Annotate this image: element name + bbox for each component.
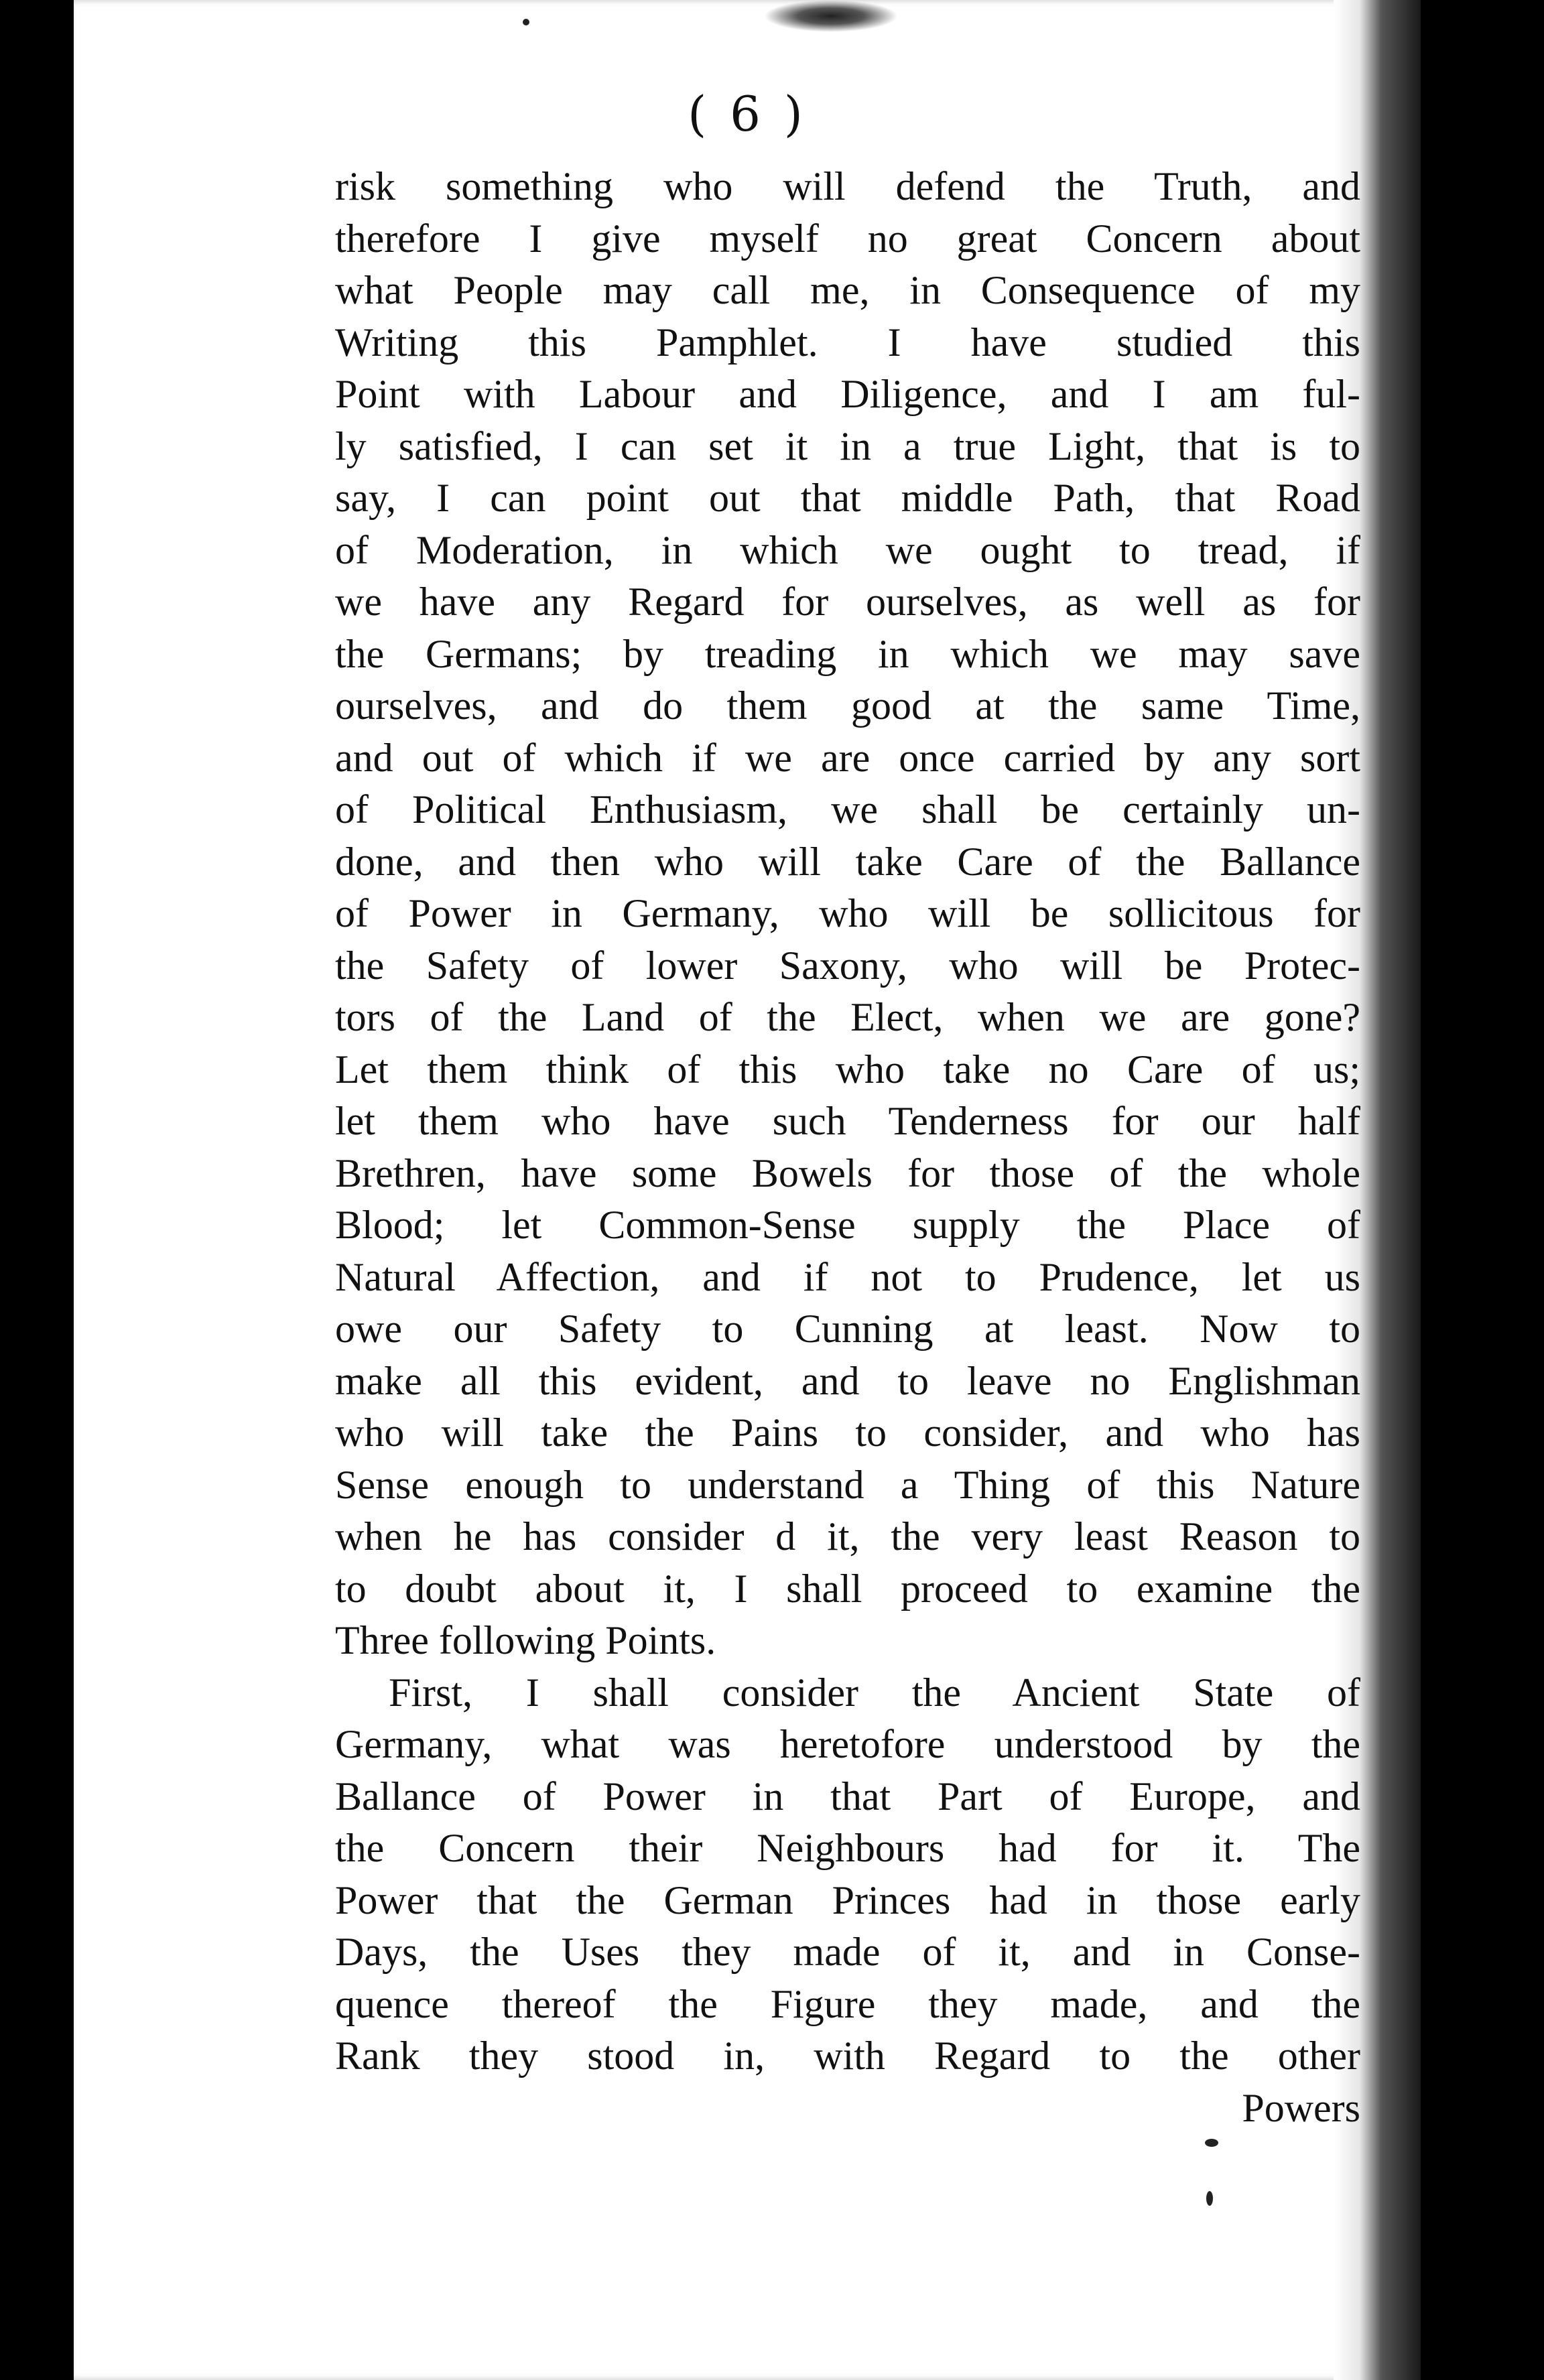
- catchword: Powers: [1242, 2085, 1360, 2130]
- text-line: who will take the Pains to consider, and who has: [335, 1410, 1360, 1455]
- text-line: Point with Labour and Diligence, and I am ful-: [335, 372, 1360, 416]
- text-line: of Power in Germany, who will be sollicitous for: [335, 891, 1360, 935]
- text-line: Natural Affection, and if not to Prudence, let us: [335, 1254, 1360, 1299]
- text-line: the Germans; by treading in which we may save: [335, 631, 1360, 676]
- text-line: done, and then who will take Care of the Ballance: [335, 839, 1360, 884]
- text-line: Ballance of Power in that Part of Europe, and: [335, 1774, 1360, 1819]
- ink-speck: [523, 19, 529, 25]
- book-page: [74, 0, 1421, 2380]
- text-line: Sense enough to understand a Thing of this Nature: [335, 1462, 1360, 1507]
- text-line: let them who have such Tenderness for our half: [335, 1099, 1360, 1143]
- body-text: [335, 161, 1360, 2134]
- text-line: Germany, what was heretofore understood by the: [335, 1722, 1360, 1766]
- ink-smudge: [764, 0, 898, 32]
- text-line: make all this evident, and to leave no Englishman: [335, 1358, 1360, 1403]
- page-number: ( 6 ): [688, 86, 807, 142]
- text-line: and out of which if we are once carried by any sort: [335, 735, 1360, 780]
- text-line: ourselves, and do them good at the same Time,: [335, 683, 1360, 728]
- ink-speck: [1205, 2139, 1218, 2147]
- text-line: Blood; let Common-Sense supply the Place of: [335, 1203, 1360, 1247]
- text-line: to doubt about it, I shall proceed to examine the: [335, 1566, 1360, 1611]
- text-line: when he has consider d it, the very least Reason to: [335, 1514, 1360, 1559]
- text-line: First, I shall consider the Ancient State of: [389, 1670, 1360, 1715]
- text-line: Days, the Uses they made of it, and in Conse-: [335, 1930, 1360, 1974]
- text-line: quence thereof the Figure they made, and the: [335, 1981, 1360, 2026]
- text-line: the Concern their Neighbours had for it. The: [335, 1826, 1360, 1870]
- text-line: say, I can point out that middle Path, that Road: [335, 476, 1360, 520]
- text-line: risk something who will defend the Truth, and: [335, 164, 1360, 208]
- text-line: Let them think of this who take no Care of us;: [335, 1047, 1360, 1092]
- text-line: of Moderation, in which we ought to tread, if: [335, 527, 1360, 572]
- ink-speck: [1206, 2191, 1213, 2206]
- text-line: the Safety of lower Saxony, who will be Protec-: [335, 943, 1360, 988]
- text-line: therefore I give myself no great Concern about: [335, 216, 1360, 261]
- text-line: Three following Points.: [335, 1618, 716, 1662]
- text-line: Power that the German Princes had in those early: [335, 1877, 1360, 1922]
- text-line: of Political Enthusiasm, we shall be certainly un-: [335, 787, 1360, 832]
- text-line: owe our Safety to Cunning at least. Now to: [335, 1307, 1360, 1351]
- text-line: we have any Regard for ourselves, as well as for: [335, 580, 1360, 624]
- text-line: ly satisfied, I can set it in a true Light, that is to: [335, 423, 1360, 468]
- text-line: tors of the Land of the Elect, when we are gone?: [335, 995, 1360, 1039]
- text-line: Rank they stood in, with Regard to the other: [335, 2034, 1360, 2078]
- text-line: what People may call me, in Consequence of my: [335, 268, 1360, 312]
- text-line: Brethren, have some Bowels for those of the whole: [335, 1150, 1360, 1195]
- text-line: Writing this Pamphlet. I have studied this: [335, 320, 1360, 365]
